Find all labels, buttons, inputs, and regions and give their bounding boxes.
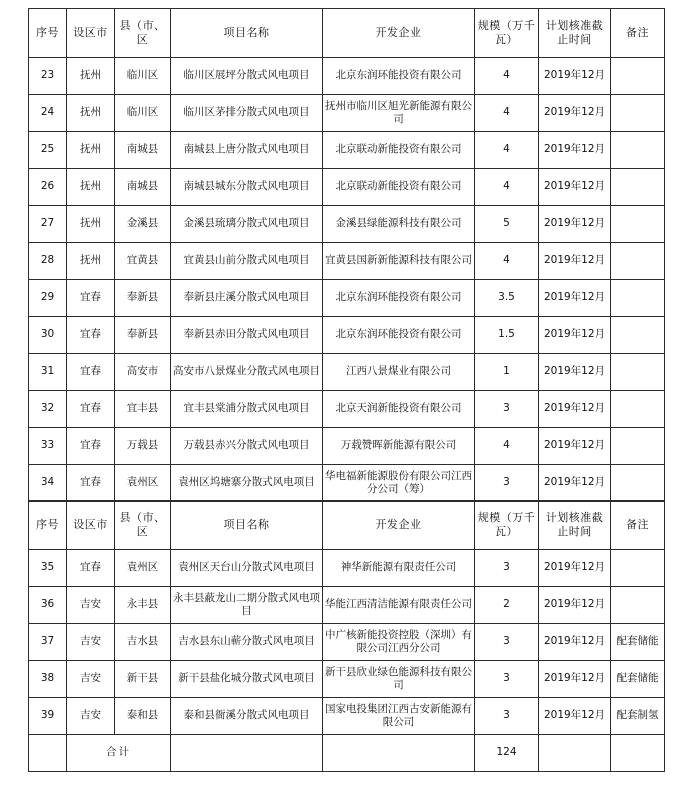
cell-note	[611, 550, 665, 587]
cell-note	[611, 243, 665, 280]
cell-scale: 3	[475, 465, 539, 502]
header-deadline-line1: 计划核准截	[545, 511, 604, 525]
cell-index: 23	[29, 58, 67, 95]
table-row	[29, 169, 665, 206]
cell-project: 南城县城东分散式风电项目	[171, 169, 323, 206]
cell-project: 宜丰县棠浦分散式风电项目	[171, 391, 323, 428]
cell-scale: 3	[475, 624, 539, 661]
cell-city: 抚州	[67, 58, 115, 95]
cell-developer: 抚州市临川区旭光新能源有限公司	[323, 95, 475, 132]
cell-scale: 4	[475, 58, 539, 95]
cell-scale: 5	[475, 206, 539, 243]
cell-note	[611, 280, 665, 317]
cell-scale: 3.5	[475, 280, 539, 317]
total-blank-project	[171, 735, 323, 772]
cell-project: 宜黄县山前分散式风电项目	[171, 243, 323, 280]
table-header-1	[29, 9, 665, 58]
cell-index: 27	[29, 206, 67, 243]
cell-developer: 宜黄县国新新能源科技有限公司	[323, 243, 475, 280]
table-row	[29, 587, 665, 624]
cell-index: 29	[29, 280, 67, 317]
cell-county: 宜丰县	[115, 391, 171, 428]
cell-county: 袁州区	[115, 550, 171, 587]
cell-project: 高安市八景煤业分散式风电项目	[171, 354, 323, 391]
table-row	[29, 317, 665, 354]
cell-note	[611, 95, 665, 132]
cell-city: 抚州	[67, 132, 115, 169]
cell-city: 抚州	[67, 95, 115, 132]
cell-project: 永丰县蔽龙山二期分散式风电项目	[171, 587, 323, 624]
cell-project: 吉水县东山蕲分散式风电项目	[171, 624, 323, 661]
cell-project: 奉新县赤田分散式风电项目	[171, 317, 323, 354]
cell-developer: 华能江西清洁能源有限责任公司	[323, 587, 475, 624]
cell-deadline: 2019年12月	[539, 280, 611, 317]
cell-deadline: 2019年12月	[539, 317, 611, 354]
cell-city: 宜春	[67, 354, 115, 391]
cell-developer: 中广核新能投资控股（深圳）有限公司江西分公司	[323, 624, 475, 661]
cell-note	[611, 391, 665, 428]
cell-index: 30	[29, 317, 67, 354]
cell-project: 临川区茅排分散式风电项目	[171, 95, 323, 132]
table-row	[29, 465, 665, 502]
cell-scale: 4	[475, 95, 539, 132]
header-deadline-line1: 计划核准截	[545, 19, 604, 33]
header-county-line2: 区	[136, 525, 149, 538]
cell-developer: 北京东润环能投资有限公司	[323, 280, 475, 317]
cell-developer: 北京东润环能投资有限公司	[323, 317, 475, 354]
cell-index: 34	[29, 465, 67, 502]
cell-scale: 3	[475, 550, 539, 587]
header-scale	[475, 501, 539, 550]
cell-deadline: 2019年12月	[539, 587, 611, 624]
cell-developer: 万载赞晖新能源有限公司	[323, 428, 475, 465]
header-project: 项目名称	[171, 501, 323, 550]
cell-deadline: 2019年12月	[539, 132, 611, 169]
cell-index: 38	[29, 661, 67, 698]
table-header-2	[29, 501, 665, 550]
cell-county: 金溪县	[115, 206, 171, 243]
cell-project: 金溪县琉璃分散式风电项目	[171, 206, 323, 243]
cell-index: 31	[29, 354, 67, 391]
cell-city: 宜春	[67, 465, 115, 502]
cell-city: 抚州	[67, 243, 115, 280]
cell-index: 33	[29, 428, 67, 465]
cell-note	[611, 58, 665, 95]
cell-county: 临川区	[115, 58, 171, 95]
cell-county: 奉新县	[115, 280, 171, 317]
cell-deadline: 2019年12月	[539, 661, 611, 698]
header-developer: 开发企业	[323, 9, 475, 58]
cell-city: 宜春	[67, 280, 115, 317]
cell-county: 永丰县	[115, 587, 171, 624]
wind-project-table-1	[28, 8, 665, 502]
table-row	[29, 132, 665, 169]
cell-note: 配套制氢	[611, 698, 665, 735]
total-blank-note	[611, 735, 665, 772]
cell-county: 万载县	[115, 428, 171, 465]
header-county	[115, 501, 171, 550]
cell-developer: 金溪县绿能源科技有限公司	[323, 206, 475, 243]
table-row	[29, 354, 665, 391]
table-row	[29, 550, 665, 587]
total-blank-index	[29, 735, 67, 772]
header-city: 设区市	[67, 501, 115, 550]
cell-developer: 华电福新能源股份有限公司江西分公司（筹）	[323, 465, 475, 502]
cell-deadline: 2019年12月	[539, 95, 611, 132]
header-project: 项目名称	[171, 9, 323, 58]
header-county-line1: 县（市、	[119, 19, 166, 33]
table-total-row	[29, 735, 665, 772]
table-row	[29, 698, 665, 735]
cell-deadline: 2019年12月	[539, 354, 611, 391]
cell-developer: 北京天润新能投资有限公司	[323, 391, 475, 428]
cell-note	[611, 132, 665, 169]
cell-deadline: 2019年12月	[539, 243, 611, 280]
cell-developer: 北京东润环能投资有限公司	[323, 58, 475, 95]
cell-city: 抚州	[67, 169, 115, 206]
table-body-1	[29, 58, 665, 502]
cell-county: 高安市	[115, 354, 171, 391]
cell-county: 南城县	[115, 169, 171, 206]
cell-scale: 1	[475, 354, 539, 391]
cell-developer: 新干县欣业绿色能源科技有限公司	[323, 661, 475, 698]
header-county	[115, 9, 171, 58]
cell-note	[611, 428, 665, 465]
table-row	[29, 661, 665, 698]
cell-city: 抚州	[67, 206, 115, 243]
cell-index: 32	[29, 391, 67, 428]
table-row	[29, 624, 665, 661]
cell-index: 26	[29, 169, 67, 206]
cell-index: 25	[29, 132, 67, 169]
cell-index: 24	[29, 95, 67, 132]
table-row	[29, 428, 665, 465]
cell-deadline: 2019年12月	[539, 550, 611, 587]
cell-county: 吉水县	[115, 624, 171, 661]
cell-county: 南城县	[115, 132, 171, 169]
cell-index: 36	[29, 587, 67, 624]
cell-deadline: 2019年12月	[539, 624, 611, 661]
cell-project: 临川区展坪分散式风电项目	[171, 58, 323, 95]
cell-scale: 4	[475, 243, 539, 280]
cell-project: 新干县盐化城分散式风电项目	[171, 661, 323, 698]
total-blank-developer	[323, 735, 475, 772]
cell-county: 袁州区	[115, 465, 171, 502]
cell-scale: 2	[475, 587, 539, 624]
table-header-row	[29, 9, 665, 58]
table-row	[29, 206, 665, 243]
cell-deadline: 2019年12月	[539, 428, 611, 465]
cell-deadline: 2019年12月	[539, 206, 611, 243]
cell-deadline: 2019年12月	[539, 465, 611, 502]
cell-developer: 北京联动新能投资有限公司	[323, 132, 475, 169]
cell-note	[611, 169, 665, 206]
cell-city: 吉安	[67, 661, 115, 698]
cell-deadline: 2019年12月	[539, 58, 611, 95]
total-blank-deadline	[539, 735, 611, 772]
cell-scale: 3	[475, 391, 539, 428]
header-note: 备注	[611, 9, 665, 58]
cell-developer: 神华新能源有限责任公司	[323, 550, 475, 587]
header-developer: 开发企业	[323, 501, 475, 550]
cell-scale: 4	[475, 132, 539, 169]
header-scale-line2: 瓦）	[495, 525, 518, 538]
cell-city: 宜春	[67, 391, 115, 428]
table-row	[29, 280, 665, 317]
header-deadline	[539, 501, 611, 550]
table-row	[29, 243, 665, 280]
cell-city: 吉安	[67, 698, 115, 735]
cell-deadline: 2019年12月	[539, 698, 611, 735]
cell-project: 泰和县衙溪分散式风电项目	[171, 698, 323, 735]
total-label: 合计	[67, 735, 171, 772]
table-row	[29, 391, 665, 428]
cell-note	[611, 354, 665, 391]
cell-project: 袁州区天台山分散式风电项目	[171, 550, 323, 587]
cell-index: 39	[29, 698, 67, 735]
cell-index: 28	[29, 243, 67, 280]
cell-scale: 1.5	[475, 317, 539, 354]
cell-note: 配套储能	[611, 624, 665, 661]
cell-county: 临川区	[115, 95, 171, 132]
cell-developer: 国家电投集团江西古安新能源有限公司	[323, 698, 475, 735]
cell-developer: 江西八景煤业有限公司	[323, 354, 475, 391]
cell-county: 宜黄县	[115, 243, 171, 280]
header-scale-line2: 瓦）	[495, 33, 518, 46]
cell-project: 袁州区坞塘寨分散式风电项目	[171, 465, 323, 502]
header-scale	[475, 9, 539, 58]
cell-project: 奉新县庄溪分散式风电项目	[171, 280, 323, 317]
cell-index: 37	[29, 624, 67, 661]
table-header-row	[29, 501, 665, 550]
header-note: 备注	[611, 501, 665, 550]
cell-project: 南城县上唐分散式风电项目	[171, 132, 323, 169]
header-county-line2: 区	[136, 33, 149, 46]
cell-project: 万载县赤兴分散式风电项目	[171, 428, 323, 465]
cell-note: 配套储能	[611, 661, 665, 698]
cell-county: 奉新县	[115, 317, 171, 354]
header-deadline	[539, 9, 611, 58]
header-index: 序号	[29, 9, 67, 58]
cell-deadline: 2019年12月	[539, 169, 611, 206]
cell-note	[611, 317, 665, 354]
cell-note	[611, 465, 665, 502]
cell-city: 宜春	[67, 317, 115, 354]
header-index: 序号	[29, 501, 67, 550]
table-block-2	[28, 500, 664, 772]
header-deadline-line2: 止时间	[557, 33, 592, 46]
table-row	[29, 58, 665, 95]
header-county-line1: 县（市、	[119, 511, 166, 525]
cell-note	[611, 206, 665, 243]
total-scale: 124	[475, 735, 539, 772]
header-city: 设区市	[67, 9, 115, 58]
cell-scale: 4	[475, 428, 539, 465]
cell-developer: 北京联动新能投资有限公司	[323, 169, 475, 206]
cell-scale: 3	[475, 661, 539, 698]
cell-city: 吉安	[67, 587, 115, 624]
header-scale-line1: 规模（万千	[477, 19, 536, 33]
wind-project-table-2	[28, 500, 665, 772]
cell-scale: 4	[475, 169, 539, 206]
table-row	[29, 95, 665, 132]
table-block-1	[28, 8, 664, 502]
cell-county: 新干县	[115, 661, 171, 698]
table-body-2	[29, 550, 665, 772]
cell-city: 吉安	[67, 624, 115, 661]
cell-county: 泰和县	[115, 698, 171, 735]
cell-city: 宜春	[67, 550, 115, 587]
header-scale-line1: 规模（万千	[477, 511, 536, 525]
cell-city: 宜春	[67, 428, 115, 465]
header-deadline-line2: 止时间	[557, 525, 592, 538]
cell-note	[611, 587, 665, 624]
cell-deadline: 2019年12月	[539, 391, 611, 428]
cell-index: 35	[29, 550, 67, 587]
cell-scale: 3	[475, 698, 539, 735]
